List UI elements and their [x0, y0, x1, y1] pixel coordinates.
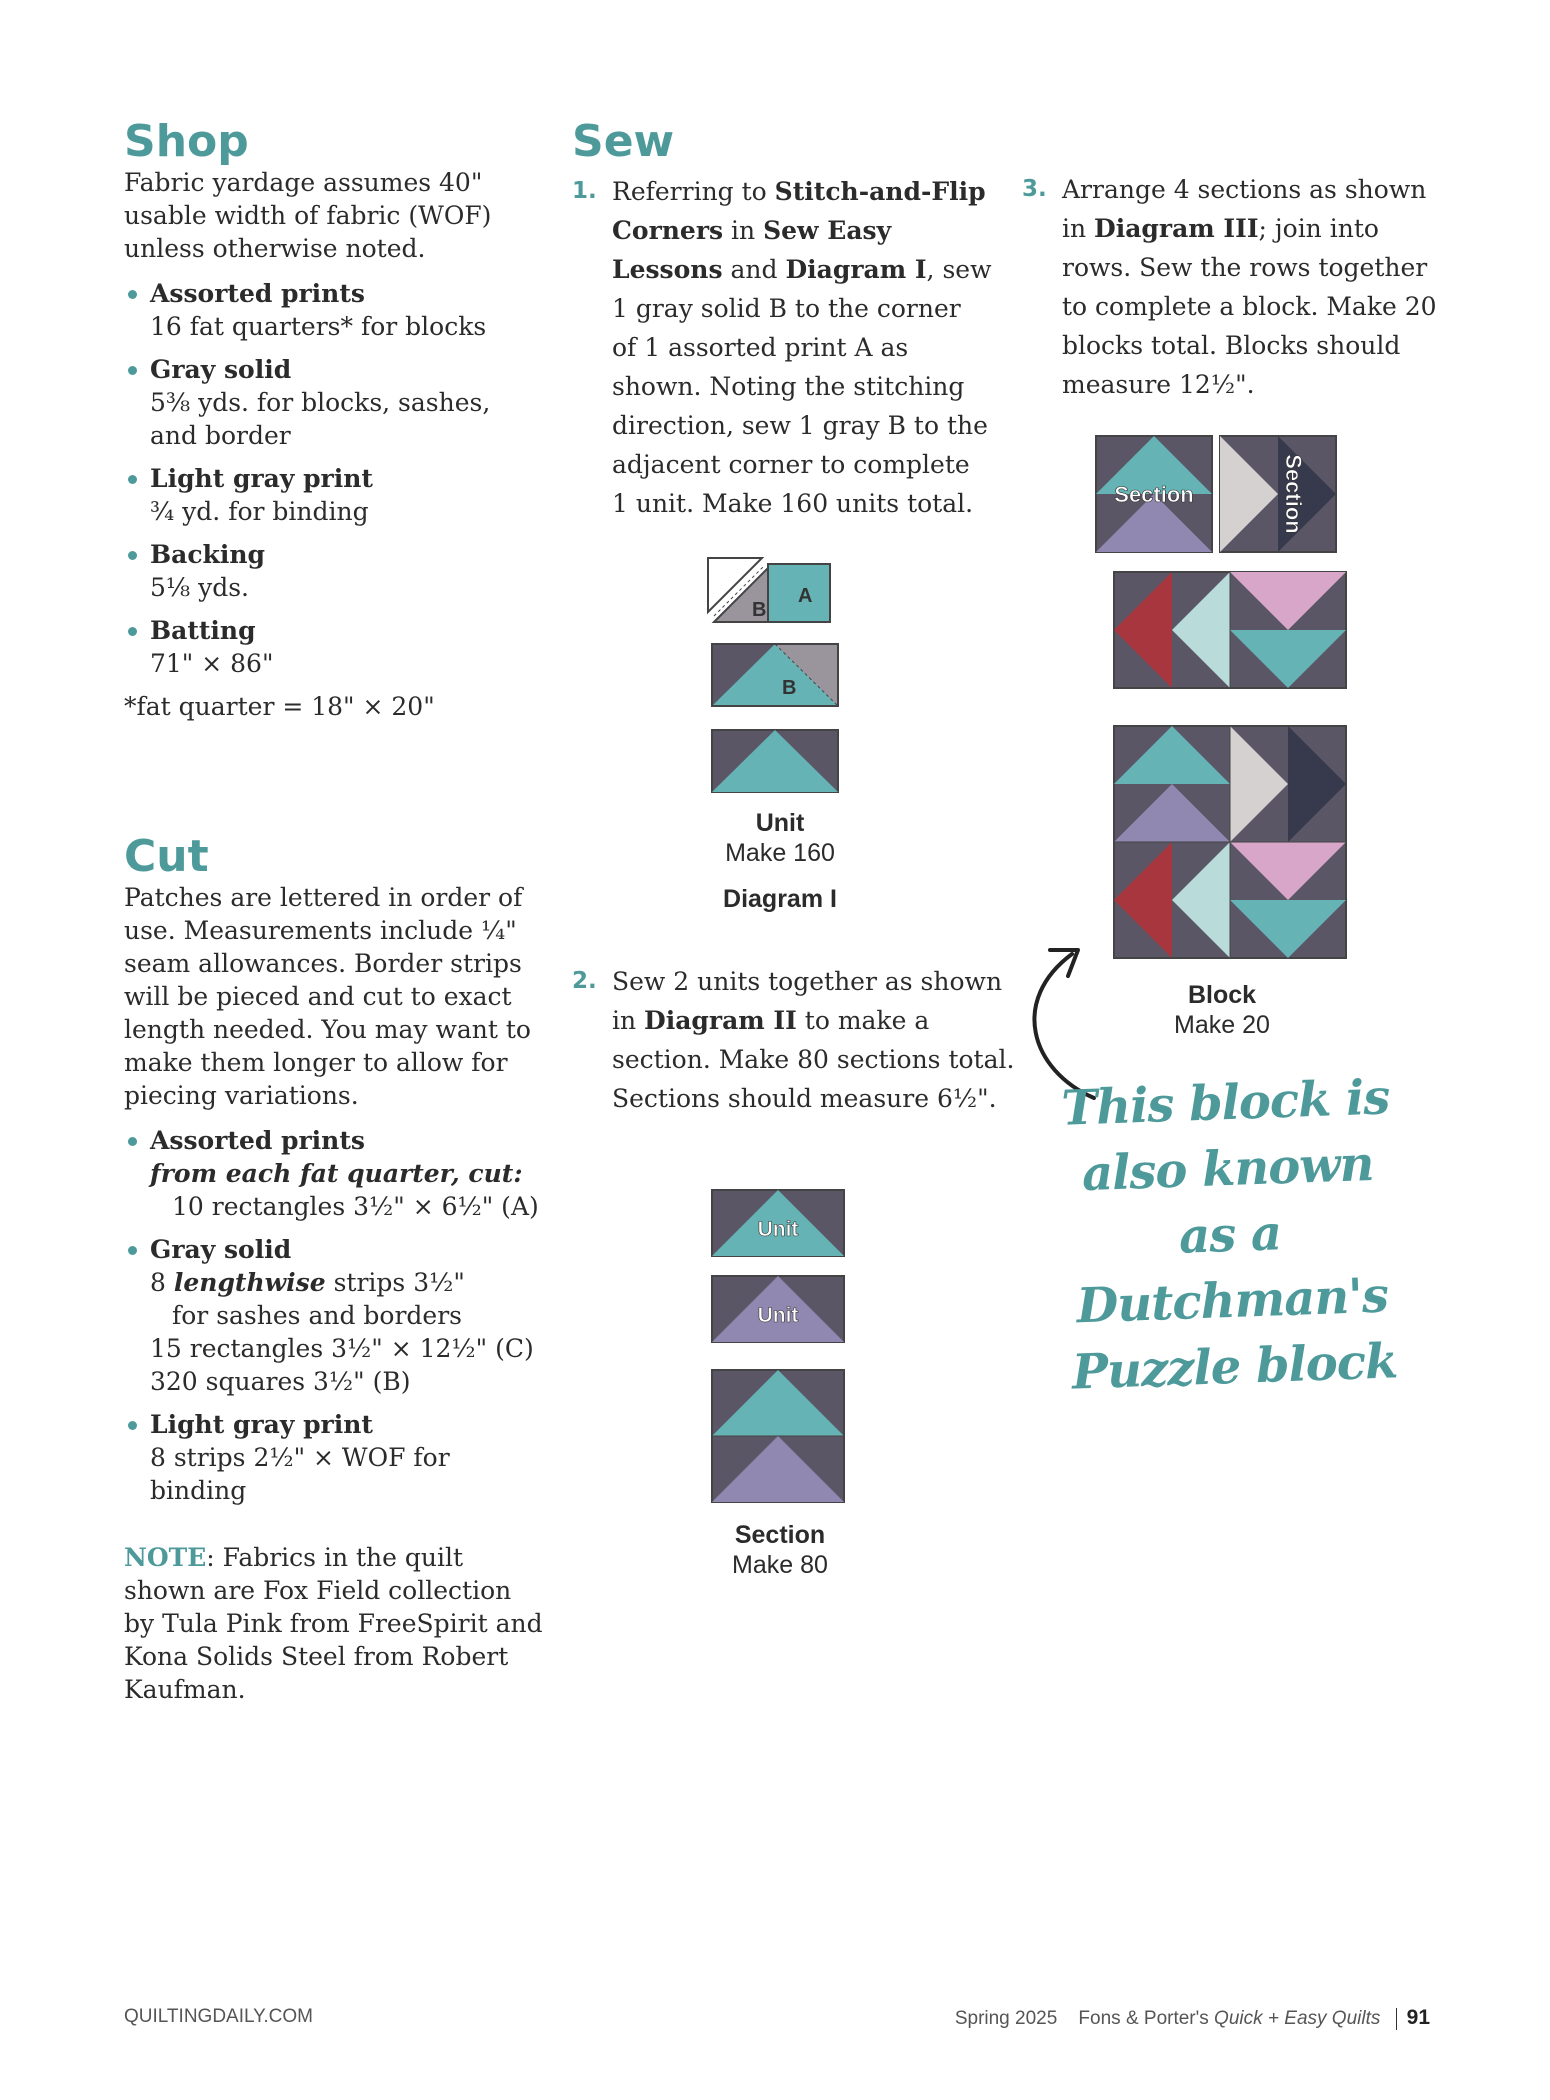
section-label: Section: [1114, 482, 1194, 507]
item-detail: for sashes and borders: [172, 1301, 462, 1330]
shop-list: [124, 277, 544, 680]
cut-intro: Patches are lettered in order of use. Measurements include ¼" seam allowances. Border strips will be pieced and cut to exact length needed. You may want to make them longer to allow for piecing variations.: [124, 883, 531, 1110]
diagram-3: [1092, 432, 1352, 1040]
section-label: Section: [1281, 454, 1306, 534]
step-text: Referring to: [612, 177, 775, 206]
footer-divider: [1396, 2008, 1397, 2030]
caption-sub: Make 80: [732, 1551, 828, 1579]
item-name: Batting: [150, 616, 256, 645]
item-detail: 10 rectangles 3½" × 6½" (A): [172, 1192, 539, 1221]
page-number: 91: [1406, 2006, 1430, 2029]
diagram-3-art: [1092, 432, 1352, 972]
cut-list: [124, 1124, 544, 1507]
item-detail: [150, 1266, 544, 1299]
item-name: Gray solid: [150, 355, 292, 384]
caption-sub: Make 20: [1174, 1011, 1270, 1039]
item-detail: 16 fat quarters* for blocks: [150, 312, 487, 341]
step-1: [572, 172, 992, 523]
footer-site: QUILTINGDAILY.COM: [124, 2006, 313, 2027]
footer-issue: [955, 2006, 1430, 2030]
label-b: B: [782, 677, 797, 699]
detail-text: 8: [150, 1268, 174, 1297]
footer-magazine-pre: Fons & Porter's: [1078, 2008, 1215, 2029]
list-item: [124, 538, 544, 604]
step-bold: Diagram I: [785, 255, 927, 284]
list-item: [124, 1233, 544, 1398]
diagram-1-caption: [700, 808, 860, 914]
section-horizontal: [1220, 436, 1336, 552]
step-bold: Diagram II: [644, 1006, 797, 1035]
caption-title: Section: [734, 1521, 826, 1549]
item-name: Assorted prints: [150, 279, 365, 308]
caption-title: Block: [1187, 981, 1257, 1009]
step-text: to make a section. Make 80 sections total. Sections should measure 6½".: [612, 1006, 1015, 1113]
left-column: [124, 118, 544, 1706]
diagram-1-art: [700, 550, 860, 800]
sew-title: Sew: [572, 116, 675, 167]
caption-sub: Make 160: [725, 839, 835, 867]
diagram-2-caption: [700, 1520, 860, 1580]
item-detail: 320 squares 3½" (B): [150, 1367, 411, 1396]
diagram-2: [700, 1186, 860, 1580]
list-item: [124, 1408, 544, 1507]
fabric-note: [124, 1541, 544, 1706]
step-bold: Stitch-and-Flip Corners: [612, 177, 986, 245]
step-text: Sew 2 units together as shown in: [612, 967, 1003, 1035]
note-label: NOTE: [124, 1543, 207, 1572]
step-bold: Diagram III: [1094, 214, 1259, 243]
label-a: A: [798, 585, 813, 607]
diagram-1: [700, 550, 860, 914]
step-number: 3.: [1022, 176, 1047, 202]
item-detail: 71" × 86": [150, 649, 274, 678]
step-text: in: [723, 216, 764, 245]
right-column: [1022, 170, 1442, 404]
caption-title: Unit: [755, 809, 805, 837]
diagram-3-caption: [1092, 980, 1352, 1040]
step-2: [572, 962, 1032, 1118]
label-b: B: [752, 599, 767, 621]
item-name: Assorted prints: [150, 1126, 365, 1155]
detail-text: strips 3½": [325, 1268, 465, 1297]
step-text: and: [722, 255, 786, 284]
script-note: This block is also known as a Dutchman's Puzzle block: [1060, 1069, 1399, 1401]
step-text: Arrange 4 sections as shown in: [1062, 175, 1427, 243]
item-name: Gray solid: [150, 1235, 292, 1264]
item-detail: 5⅛ yds.: [150, 573, 249, 602]
item-name: Light gray print: [150, 1410, 373, 1439]
shop-title: Shop: [124, 116, 249, 167]
step-text: ; join into rows. Sew the rows together to complete a block. Make 20 blocks total. Blocks should measure 12½".: [1062, 214, 1437, 399]
list-item: [124, 1124, 544, 1223]
item-detail: 15 rectangles 3½" × 12½" (C): [150, 1334, 534, 1363]
step-number: 2.: [572, 968, 597, 994]
unit-label: Unit: [757, 1304, 799, 1327]
item-subhead: from each fat quarter, cut:: [150, 1159, 523, 1188]
list-item: [124, 462, 544, 528]
footer-magazine-title: Quick + Easy Quilts: [1214, 2008, 1381, 2029]
diagram-name: Diagram I: [723, 885, 837, 913]
item-detail: ¾ yd. for binding: [150, 497, 369, 526]
section-vertical: [1096, 436, 1212, 552]
step-text: , sew 1 gray solid B to the corner of 1 assorted print A as shown. Noting the stitching direction, sew 1 gray B to the adjacent corner to complete 1 unit. Make 160 units total.: [612, 255, 992, 518]
list-item: [124, 614, 544, 680]
item-detail: 8 strips 2½" × WOF for binding: [150, 1443, 450, 1505]
step-number: 1.: [572, 178, 597, 204]
note-text: : Fabrics in the quilt shown are Fox Field collection by Tula Pink from FreeSpirit and Kona Solids Steel from Robert Kaufman.: [124, 1543, 543, 1704]
middle-column: [572, 118, 992, 523]
shop-footnote: *fat quarter = 18" × 20": [124, 692, 435, 721]
shop-intro: Fabric yardage assumes 40" usable width of fabric (WOF) unless otherwise noted.: [124, 168, 492, 263]
item-detail: 5⅜ yds. for blocks, sashes, and border: [150, 388, 491, 450]
list-item: [124, 277, 544, 343]
item-name: Backing: [150, 540, 266, 569]
list-item: [124, 353, 544, 452]
unit-label: Unit: [757, 1218, 799, 1241]
step-3: [1022, 170, 1442, 404]
cut-title: Cut: [124, 831, 209, 882]
footer-issue-date: Spring 2025: [954, 2008, 1058, 2029]
detail-emphasis: lengthwise: [173, 1268, 326, 1297]
diagram-2-art: [700, 1186, 860, 1516]
step-bold: Sew Easy Lessons: [612, 216, 892, 284]
item-name: Light gray print: [150, 464, 373, 493]
